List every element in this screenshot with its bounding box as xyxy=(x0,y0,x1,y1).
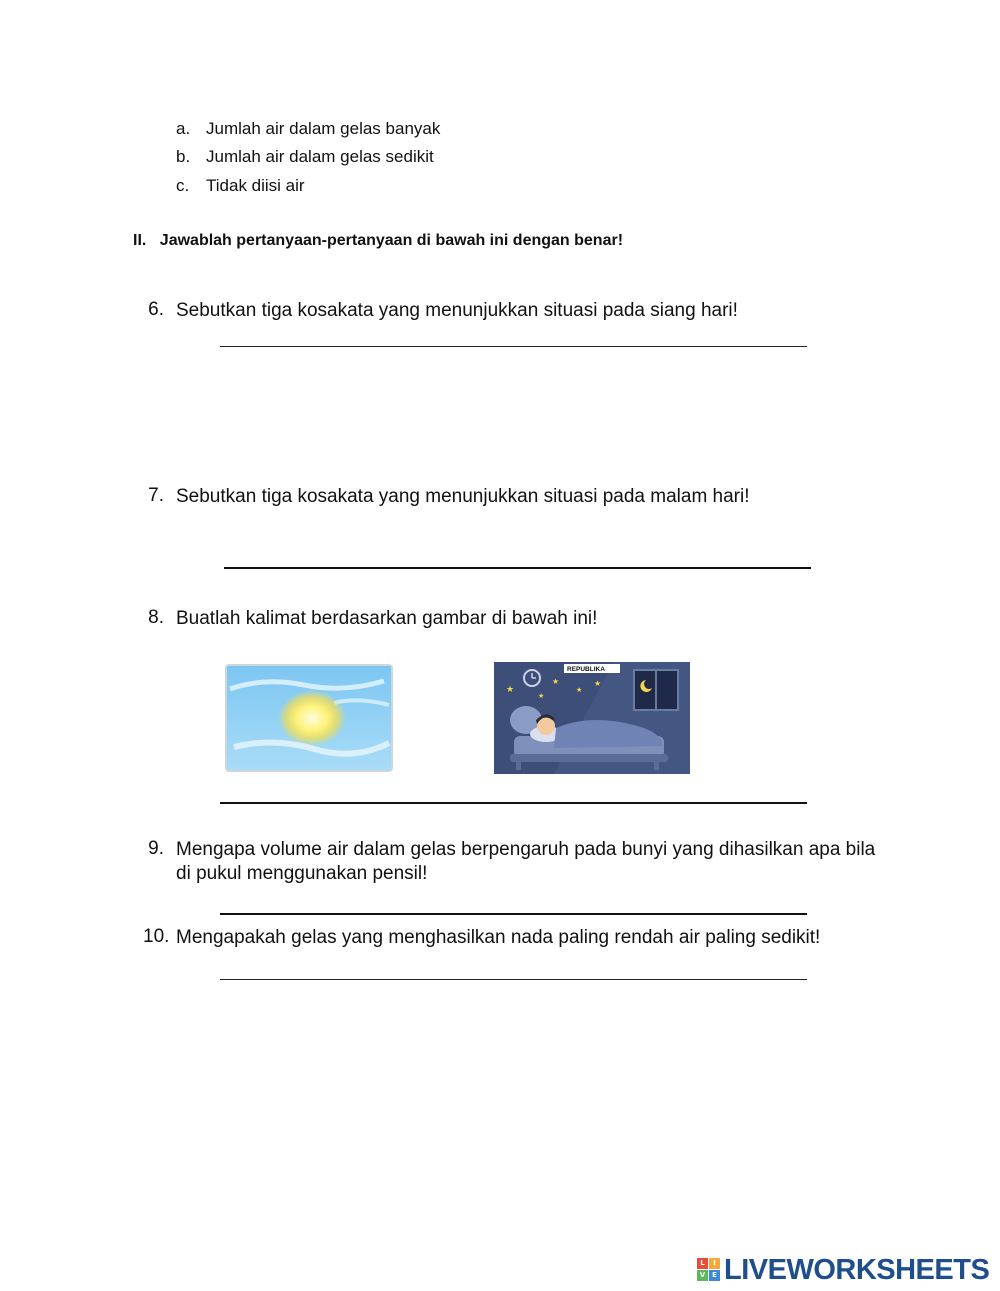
answer-line-9[interactable] xyxy=(220,913,807,915)
svg-text:★: ★ xyxy=(576,687,583,694)
night-image-watermark: REPUBLIKA xyxy=(567,666,605,673)
svg-text:★: ★ xyxy=(506,684,515,694)
option-label: a. xyxy=(176,119,191,138)
svg-text:★: ★ xyxy=(538,693,545,700)
question-text: Mengapakah gelas yang menghasilkan nada paling rendah air paling sedikit! xyxy=(176,927,821,948)
question-text: Buatlah kalimat berdasarkan gambar di bawah ini! xyxy=(176,608,598,629)
question-number: 10. xyxy=(143,926,170,947)
question-number: 9. xyxy=(148,838,164,859)
answer-line-8[interactable] xyxy=(220,802,807,804)
option-text: Tidak diisi air xyxy=(206,176,305,195)
svg-text:★: ★ xyxy=(552,677,560,686)
section-heading xyxy=(133,232,623,250)
answer-line-10[interactable] xyxy=(220,979,807,980)
svg-text:★: ★ xyxy=(594,679,602,688)
sunny-sky-image xyxy=(224,663,394,773)
answer-line-6[interactable] xyxy=(220,346,807,347)
logo-wordmark: LIVEWORKSHEETS xyxy=(724,1254,990,1286)
option-text: Jumlah air dalam gelas banyak xyxy=(206,119,441,138)
answer-line-7[interactable] xyxy=(224,567,811,569)
question-number: 8. xyxy=(148,607,164,628)
question-text: Sebutkan tiga kosakata yang menunjukkan situasi pada malam hari! xyxy=(176,486,750,507)
question-number: 7. xyxy=(148,485,164,506)
question-number: 6. xyxy=(148,299,164,320)
option-label: c. xyxy=(176,176,190,195)
night-sleeping-image xyxy=(494,662,690,774)
option-text: Jumlah air dalam gelas sedikit xyxy=(206,147,434,166)
section-number: II. xyxy=(133,232,147,249)
section-title: Jawablah pertanyaan-pertanyaan di bawah ini dengan benar! xyxy=(159,232,624,249)
question-text: Mengapa volume air dalam gelas berpengaruh pada bunyi yang dihasilkan apa bila di pukul menggunakan pensil! xyxy=(176,839,876,884)
option-label: b. xyxy=(176,147,191,166)
question-text: Sebutkan tiga kosakata yang menunjukkan situasi pada siang hari! xyxy=(176,300,738,321)
logo-mark-icon: L I V E xyxy=(697,1258,721,1282)
